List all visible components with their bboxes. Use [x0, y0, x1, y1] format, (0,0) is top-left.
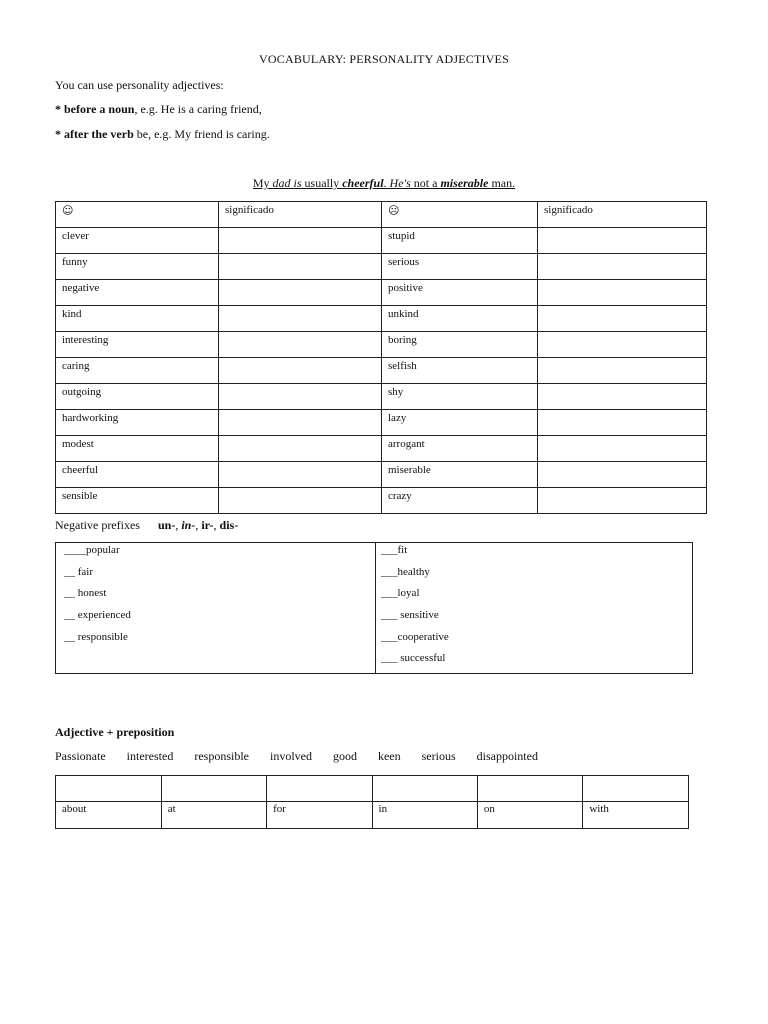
intro-bullet-before-noun — [55, 102, 262, 117]
adjective-row — [56, 410, 707, 436]
meaning-blank[interactable] — [219, 358, 382, 384]
adjective-row — [56, 384, 707, 410]
intro-bullet-after-verb — [55, 127, 270, 142]
adjective-row — [56, 254, 707, 280]
answer-blank[interactable] — [161, 776, 266, 802]
positive-adjective: cheerful — [56, 462, 219, 488]
word-bank-item: Passionate — [55, 749, 106, 763]
word-bank-item: responsible — [194, 749, 249, 763]
prefix-item: __ honest — [64, 587, 107, 600]
meaning-blank[interactable] — [538, 436, 707, 462]
intro-line: You can use personality adjectives: — [55, 78, 224, 92]
cheerful-word: cheerful — [342, 176, 384, 190]
adjective-row — [56, 436, 707, 462]
adjective-row — [56, 462, 707, 488]
preposition-cell: on — [477, 802, 582, 829]
positive-adjective: modest — [56, 436, 219, 462]
frowning-face-icon: ☹ — [388, 204, 400, 217]
prefix-item: ___ successful — [381, 652, 446, 665]
meaning-blank[interactable] — [219, 410, 382, 436]
dad-is: dad is — [272, 176, 302, 190]
meaning-blank[interactable] — [219, 488, 382, 514]
positive-adjective: outgoing — [56, 384, 219, 410]
preposition-cell: in — [372, 802, 477, 829]
positive-adjective: negative — [56, 280, 219, 306]
negative-adjective: selfish — [382, 358, 538, 384]
preposition-cell: with — [583, 802, 689, 829]
adjective-table — [55, 201, 707, 514]
meaning-blank[interactable] — [219, 228, 382, 254]
prefix-item: __ fair — [64, 565, 94, 578]
preposition-row — [56, 802, 689, 829]
positive-adjective: hardworking — [56, 410, 219, 436]
answer-blank[interactable] — [267, 776, 372, 802]
word-bank-item: disappointed — [476, 749, 538, 763]
prefix-item: __ responsible — [64, 630, 128, 643]
meaning-blank[interactable] — [538, 488, 707, 514]
prefix-item: ___healthy — [381, 565, 430, 578]
adjective-preposition-heading: Adjective + preposition — [55, 725, 175, 739]
positive-adjective: kind — [56, 306, 219, 332]
word-bank-item: involved — [269, 749, 312, 763]
prefix-left-column — [56, 543, 376, 674]
prefix-item: ___ sensitive — [381, 609, 439, 622]
adjective-row — [56, 488, 707, 514]
positive-adjective: caring — [56, 358, 219, 384]
positive-adjective: sensible — [56, 488, 219, 514]
negative-adjective: boring — [382, 332, 538, 358]
adjective-row — [56, 332, 707, 358]
meaning-blank[interactable] — [219, 254, 382, 280]
meaning-blank[interactable] — [538, 410, 707, 436]
positive-adjective: clever — [56, 228, 219, 254]
negative-adjective: positive — [382, 280, 538, 306]
negative-adjective: unkind — [382, 306, 538, 332]
word-bank-item: keen — [377, 749, 401, 763]
bullet: * — [55, 127, 61, 141]
meaning-blank[interactable] — [219, 280, 382, 306]
negative-adjective: shy — [382, 384, 538, 410]
answer-blank[interactable] — [372, 776, 477, 802]
preposition-table — [55, 775, 689, 829]
prefix-ir: ir- — [201, 518, 214, 532]
answer-row — [56, 776, 689, 802]
smiley-face-icon: ☺ — [62, 204, 74, 217]
positive-adjective: funny — [56, 254, 219, 280]
negative-adjective: lazy — [382, 410, 538, 436]
after-the-verb-example: be, e.g. My friend is caring. — [133, 127, 270, 141]
meaning-blank[interactable] — [538, 306, 707, 332]
after-the-verb-label: after the verb — [64, 127, 134, 141]
preposition-cell: at — [161, 802, 266, 829]
answer-blank[interactable] — [477, 776, 582, 802]
prefix-item: ___loyal — [381, 587, 420, 600]
negative-adjective: crazy — [382, 488, 538, 514]
meaning-blank[interactable] — [219, 462, 382, 488]
example-sentence: My dad is usually cheerful. He's not a miserable man. — [252, 176, 516, 190]
prefix-item: ___fit — [381, 544, 408, 556]
meaning-blank[interactable] — [538, 358, 707, 384]
adjective-row — [56, 228, 707, 254]
page-title: VOCABULARY: PERSONALITY ADJECTIVES — [259, 52, 509, 66]
adjective-table-header — [56, 202, 707, 228]
meaning-blank[interactable] — [538, 254, 707, 280]
negative-adjective: miserable — [382, 462, 538, 488]
prefix-right-column — [376, 543, 693, 674]
prefix-in: in- — [181, 518, 196, 532]
word-bank-item: interested — [126, 749, 174, 763]
word-bank-item: serious — [421, 749, 456, 763]
adjective-row — [56, 306, 707, 332]
miserable-word: miserable — [440, 176, 489, 190]
meaning-blank[interactable] — [219, 306, 382, 332]
bullet: * — [55, 102, 61, 116]
negative-prefixes-line: Negative prefixes un-, in-, ir-, dis- — [55, 518, 239, 532]
word-bank-item: good — [332, 749, 357, 763]
prefix-dis: dis- — [219, 518, 239, 532]
meaning-blank[interactable] — [538, 384, 707, 410]
meaning-blank[interactable] — [219, 332, 382, 358]
meaning-blank[interactable] — [538, 280, 707, 306]
positive-header — [56, 202, 219, 228]
before-a-noun-label: before a noun — [64, 102, 135, 116]
meaning-blank[interactable] — [538, 332, 707, 358]
prefix-item: __ experienced — [64, 609, 131, 622]
hes-word: He's — [389, 176, 411, 190]
negative-adjective: arrogant — [382, 436, 538, 462]
before-a-noun-example: , e.g. He is a caring friend, — [134, 102, 262, 116]
answer-blank[interactable] — [583, 776, 689, 802]
positive-adjective: interesting — [56, 332, 219, 358]
meaning-blank[interactable] — [219, 436, 382, 462]
meaning-header: significado — [219, 202, 382, 228]
negative-prefixes-label: Negative prefixes — [55, 518, 140, 532]
preposition-cell: about — [56, 802, 162, 829]
adjective-row — [56, 280, 707, 306]
negative-header — [382, 202, 538, 228]
meaning-blank[interactable] — [219, 384, 382, 410]
prefix-exercise-box — [55, 542, 693, 674]
prefix-item: ___cooperative — [381, 630, 449, 643]
answer-blank[interactable] — [56, 776, 162, 802]
meaning-blank[interactable] — [538, 228, 707, 254]
prefix-item: ____popular — [64, 544, 120, 556]
word-bank — [55, 749, 538, 764]
adjective-row — [56, 358, 707, 384]
preposition-cell: for — [267, 802, 372, 829]
meaning-blank[interactable] — [538, 462, 707, 488]
negative-adjective: serious — [382, 254, 538, 280]
negative-adjective: stupid — [382, 228, 538, 254]
meaning-header: significado — [538, 202, 707, 228]
prefix-un: un- — [157, 518, 176, 532]
